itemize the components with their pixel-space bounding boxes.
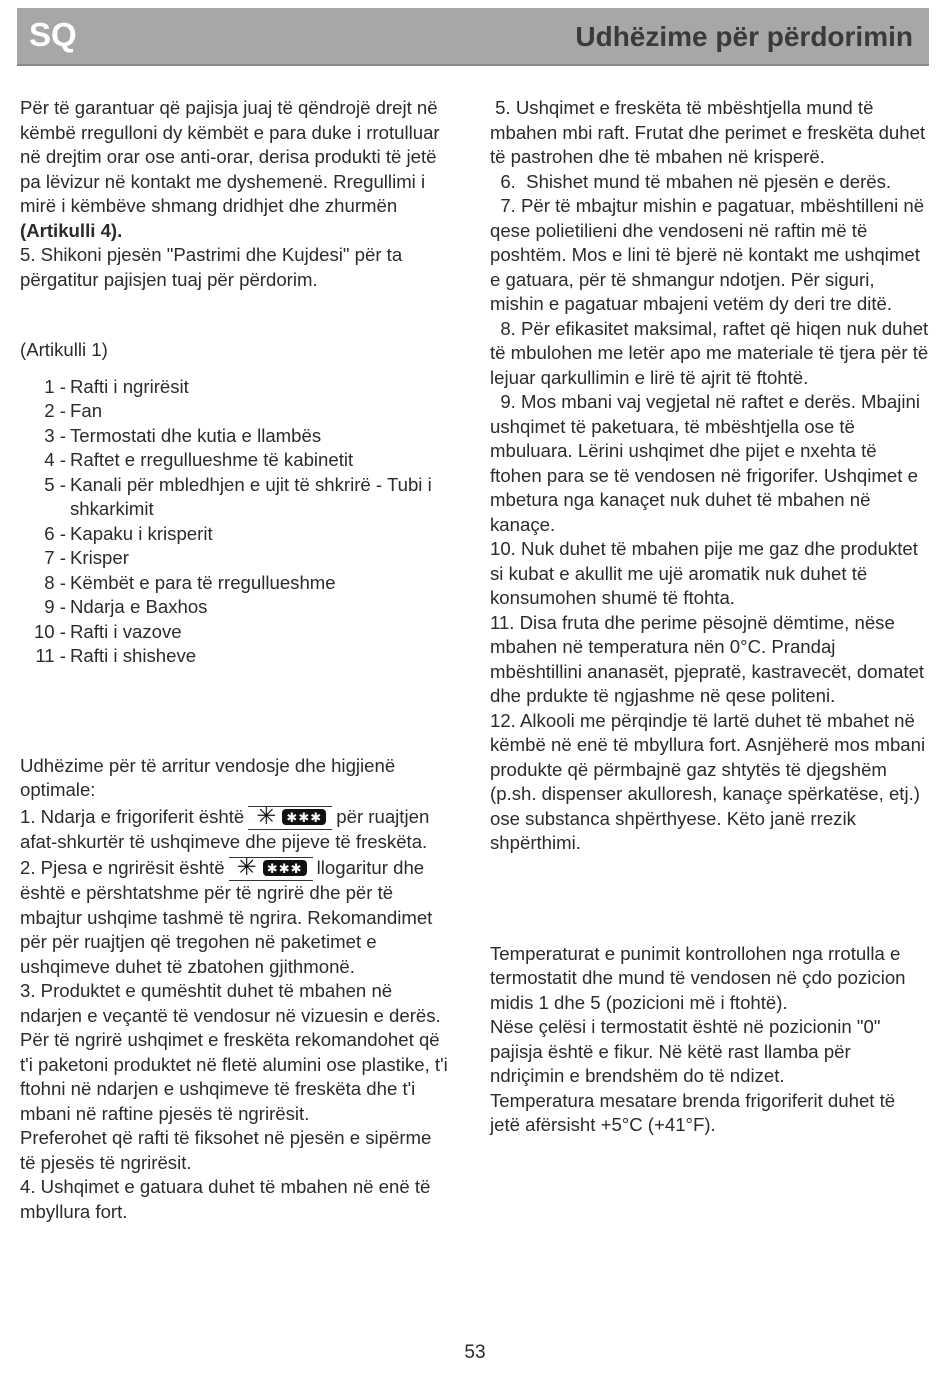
list-item: 11 - Rafti i shisheve	[35, 645, 197, 666]
list-item: 2 - Fan	[44, 400, 103, 421]
guide-intro: Udhëzime për të arritur vendosje dhe higjienë optimale:	[20, 754, 396, 800]
list-item: 7 - Krisper	[44, 547, 129, 568]
item-2: 2. Pjesa e ngrirësit është ✳ ✱✱✱ llogaritur dhe është e përshtatshme për të ngrirë dhe për të mbajtur ushqime tashmë të ngrira. Rekomandimet për për ruajtjen që tregohen në paketimet e ushqimeve duhet të zbatohen gjithmonë.	[20, 854, 433, 977]
item-8: 8. Për efikasitet maksimal, raftet që hiqen nuk duhet të mbulohen me letër apo me materiale të tjera për të lejuar qarkullimin e lirë të ajrit të ftohtë.	[490, 317, 934, 388]
list-item: 3 - Termostati dhe kutia e llambës	[44, 424, 322, 446]
item-5: 5. Ushqimet e freskëta të mbështjella mund të mbahen mbi raft. Frutat dhe perimet e freskëta duhet të pastrohen dhe të mbahen në krisperë.	[490, 97, 931, 167]
list-item: 1 - Rafti i ngrirësit	[44, 375, 189, 397]
leveling-text: Për të garantuar që pajisja juaj të qëndrojë drejt në këmbë rregulloni dy këmbët e para duke i rrotulluar në drejtim orar ose anti-orar, derisa produkti të jetë pa lëvizur në kontakt me dyshemenë. Rregullimi i mirë i këmbëve shmang dridhjet dhe zhurmën	[20, 97, 440, 216]
item-6: 6. Shishet mund të mbahen në pjesën e derës.	[490, 170, 892, 192]
item-11: 11. Disa fruta dhe perime pësojnë dëmtime, nëse mbahen në temperatura nën 0°C. Prandaj mbështillini ananasët, pjepratë, kastravecët, domatet dhe prdukte të ngjashme në qese politeni.	[490, 611, 925, 706]
average-temperature-paragraph: Temperatura mesatare brenda frigoriferit duhet të jetë afërsisht +5°C (+41°F).	[490, 1089, 896, 1135]
cleaning-reference: 5. Shikoni pjesën "Pastrimi dhe Kujdesi" për ta përgatitur pajisjen tuaj për përdorim.	[20, 244, 403, 290]
right-column	[490, 96, 934, 1138]
item-3-note: Preferohet që rafti të fiksohet në pjesën e sipërme të pjesës të ngrirësit.	[20, 1127, 432, 1173]
thermostat-paragraph: Temperaturat e punimit kontrollohen nga rrotulla e termostatit dhe mund të vendosen në çdo pozicion midis 1 dhe 5 (pozicioni më i ftohtë).	[490, 942, 906, 1013]
item-12: 12. Alkooli me përqindje të lartë duhet të mbahet në këmbë në enë të mbyllura fort. Asnjëherë mos mbani produkte që përmbajnë gaz shtytës të djegshëm (p.sh. dispenser akulloresh, kanaçe spërkatëse, etj.) ose substanca shpërthyese. Këto janë rrezik shpërthimi.	[490, 709, 926, 853]
fridge-compartment-symbol	[248, 802, 332, 830]
left-column	[20, 96, 452, 1224]
page-title: Udhëzime për përdorimin	[575, 21, 913, 52]
list-item: 6 - Kapaku i krisperit	[44, 522, 213, 544]
list-item: 9 - Ndarja e Baxhos	[44, 596, 208, 617]
item-9: 9. Mos mbani vaj vegjetal në raftet e derës. Mbajini ushqimet të paketuara, të mbështjella ose të mbuluara. Lërini ushqimet dhe pijet e nxehta të ftohen para se të vendosen në frigorifer. Ushqimet e mbetura nga kanaçet nuk duhet të mbahen në kanaçe.	[490, 391, 926, 535]
three-star-icon: ✱✱✱	[282, 809, 326, 825]
item-1: 1. Ndarja e frigoriferit është ✳ ✱✱✱ për ruajtjen afat-shkurtër të ushqimeve dhe pijeve të freskëta.	[20, 802, 430, 852]
freezer-compartment-symbol	[229, 854, 313, 882]
article-1-ref: (Artikulli 1)	[20, 339, 108, 360]
language-code: SQ	[29, 16, 77, 53]
list-item: 8 - Këmbët e para të rregullueshme	[44, 571, 336, 593]
leveling-paragraph	[20, 96, 452, 243]
item-4: 4. Ushqimet e gatuara duhet të mbahen në enë të mbyllura fort.	[20, 1176, 431, 1222]
list-item: 5 - Kanali për mbledhjen e ujit të shkrirë - Tubi i shkarkimit	[44, 473, 432, 519]
item-10: 10. Nuk duhet të mbahen pije me gaz dhe produktet si kubat e akullit me ujë aromatik nuk duhet të konsumohen shumë të ftohta.	[490, 538, 918, 608]
page-header	[17, 8, 929, 66]
list-item: 10 - Rafti i vazove	[33, 620, 182, 642]
thermostat-off-paragraph: Nëse çelësi i termostatit është në pozicionin "0" pajisja është e fikur. Në këtë rast llamba për ndriçimin e brendshëm do të ndizet.	[490, 1016, 881, 1086]
snowflake-icon: ✳	[256, 802, 277, 830]
parts-list	[20, 375, 452, 669]
three-star-icon: ✱✱✱	[263, 860, 307, 876]
article-4-ref: (Artikulli 4).	[20, 219, 123, 241]
page-number: 53	[464, 1342, 486, 1363]
snowflake-icon: ✳	[236, 854, 257, 882]
item-3: 3. Produktet e qumështit duhet të mbahen në ndarjen e veçantë të vendosur në vizuesin e derës. Për të ngrirë ushqimet e freskëta rekomandohet që t'i paketoni produktet në fletë alumini ose plastike, t'i ftohni në ndarjen e ushqimeve të freskëta dhe t'i mbani në raftine pjesës të ngrirësit.	[20, 980, 448, 1124]
item-7: 7. Për të mbajtur mishin e pagatuar, mbështilleni në qese polietilieni dhe vendoseni në raftin më të poshtëm. Mos e lini të bjerë në kontakt me ushqimet e gatuara, për të shmangur ndotjen. Për siguri, mishin e pagatuar mbajeni vetëm dy deri tre ditë.	[490, 195, 930, 314]
list-item: 4 - Raftet e rregullueshme të kabinetit	[44, 449, 354, 470]
